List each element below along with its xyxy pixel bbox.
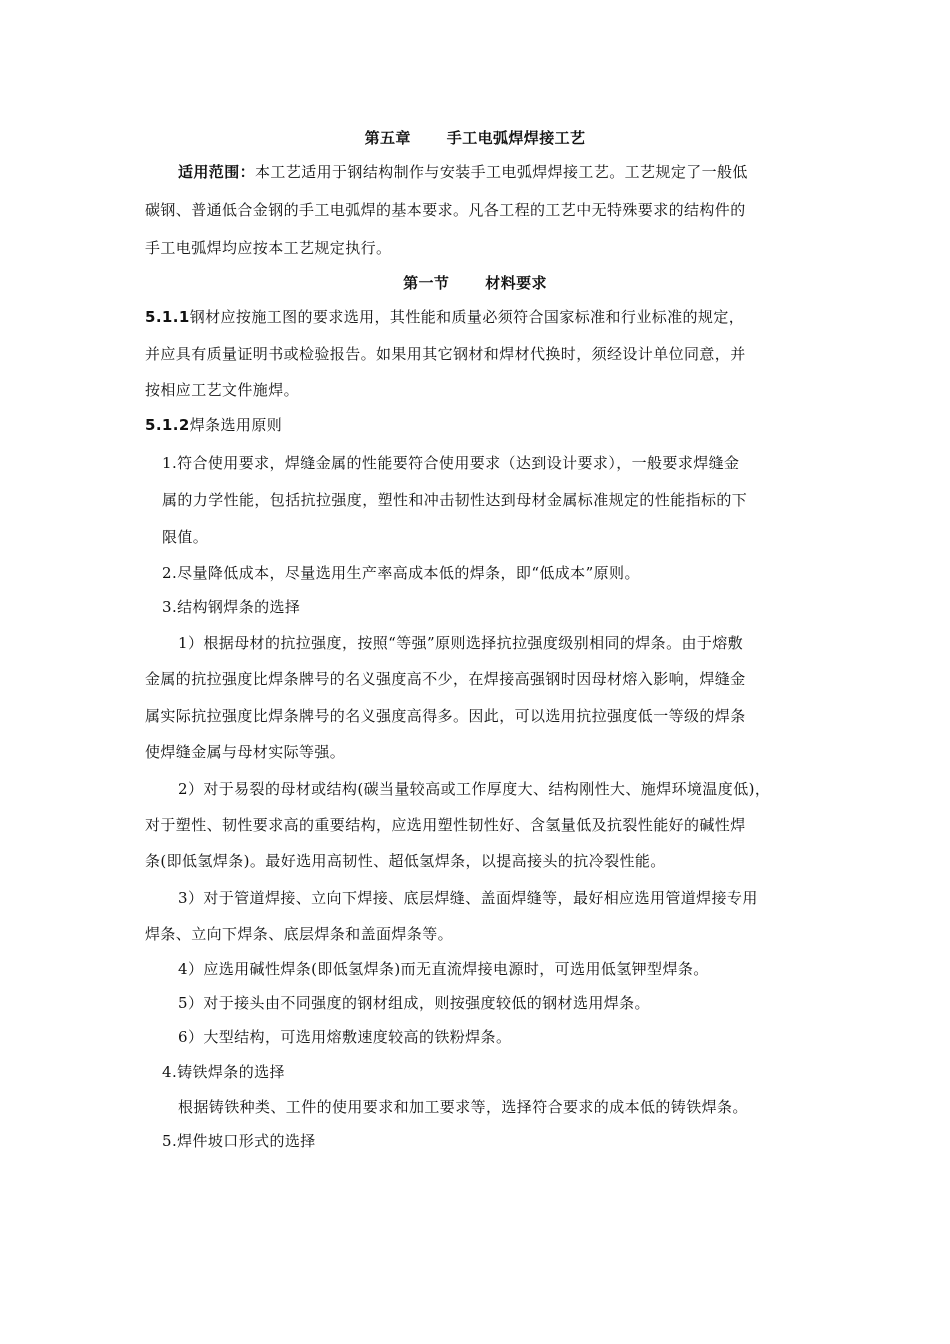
item-2: 2.尽量降低成本，尽量选用生产率高成本低的焊条，即“低成本”原则。	[162, 564, 640, 582]
section-heading	[0, 273, 950, 293]
item-3-4: 4）应选用碱性焊条(即低氢焊条)而无直流焊接电源时，可选用低氢钾型焊条。	[178, 960, 709, 978]
chapter-number: 第五章	[364, 129, 411, 147]
item-1-line-1: 1.符合使用要求，焊缝金属的性能要符合使用要求（达到设计要求），一般要求焊缝金	[162, 454, 740, 472]
item-3-1-line-2: 金属的抗拉强度比焊条牌号的名义强度高不少，在焊接高强钢时因母材熔入影响，焊缝金	[145, 670, 746, 688]
item-4-heading: 4.铸铁焊条的选择	[162, 1063, 285, 1081]
clause-511-line-2: 并应具有质量证明书或检验报告。如果用其它钢材和焊材代换时，须经设计单位同意，并	[145, 345, 746, 363]
item-5-heading: 5.焊件坡口形式的选择	[162, 1132, 316, 1150]
item-3-2-line-2: 对于塑性、韧性要求高的重要结构，应选用塑性韧性好、含氢量低及抗裂性能好的碱性焊	[145, 816, 746, 834]
item-3-6: 6）大型结构，可选用熔敷速度较高的铁粉焊条。	[178, 1028, 512, 1046]
item-3-heading: 3.结构钢焊条的选择	[162, 598, 301, 616]
clause-511-number: 5.1.1	[145, 308, 190, 326]
item-1-line-2: 属的力学性能，包括抗拉强度，塑性和冲击韧性达到母材金属标准规定的性能指标的下	[162, 491, 748, 509]
clause-511-line-3: 按相应工艺文件施焊。	[145, 381, 300, 399]
scope-line-1: 适用范围：本工艺适用于钢结构制作与安装手工电弧焊焊接工艺。工艺规定了一般低	[178, 163, 748, 181]
item-3-2-line-3: 条(即低氢焊条)。最好选用高韧性、超低氢焊条，以提高接头的抗冷裂性能。	[145, 852, 666, 870]
item-3-5: 5）对于接头由不同强度的钢材组成，则按强度较低的钢材选用焊条。	[178, 994, 650, 1012]
chapter-name: 手工电弧焊焊接工艺	[446, 129, 586, 147]
item-3-3-line-2: 焊条、立向下焊条、底层焊条和盖面焊条等。	[145, 925, 454, 943]
section-name: 材料要求	[485, 274, 547, 292]
section-number: 第一节	[403, 274, 450, 292]
item-3-2-line-1: 2）对于易裂的母材或结构(碳当量较高或工作厚度大、结构刚性大、施焊环境温度低)，	[178, 780, 771, 798]
clause-511-line-1: 5.1.1钢材应按施工图的要求选用，其性能和质量必须符合国家标准和行业标准的规定，	[145, 308, 745, 326]
item-3-1-line-3: 属实际抗拉强度比焊条牌号的名义强度高得多。因此，可以选用抗拉强度低一等级的焊条	[145, 707, 746, 725]
scope-line-3: 手工电弧焊均应按本工艺规定执行。	[145, 239, 392, 257]
scope-line-2: 碳钢、普通低合金钢的手工电弧焊的基本要求。凡各工程的工艺中无特殊要求的结构件的	[145, 201, 746, 219]
scope-label: 适用范围：	[178, 163, 256, 181]
item-3-1-line-4: 使焊缝金属与母材实际等强。	[145, 743, 346, 761]
chapter-heading	[0, 128, 950, 148]
item-3-3-line-1: 3）对于管道焊接、立向下焊接、底层焊缝、盖面焊缝等，最好相应选用管道焊接专用	[178, 889, 758, 907]
item-1-line-3: 限值。	[162, 528, 209, 546]
clause-512-heading: 5.1.2焊条选用原则	[145, 416, 283, 434]
clause-512-number: 5.1.2	[145, 416, 190, 434]
item-3-1-line-1: 1）根据母材的抗拉强度，按照“等强”原则选择抗拉强度级别相同的焊条。由于熔敷	[178, 634, 744, 652]
item-4-body: 根据铸铁种类、工件的使用要求和加工要求等，选择符合要求的成本低的铸铁焊条。	[178, 1098, 748, 1116]
